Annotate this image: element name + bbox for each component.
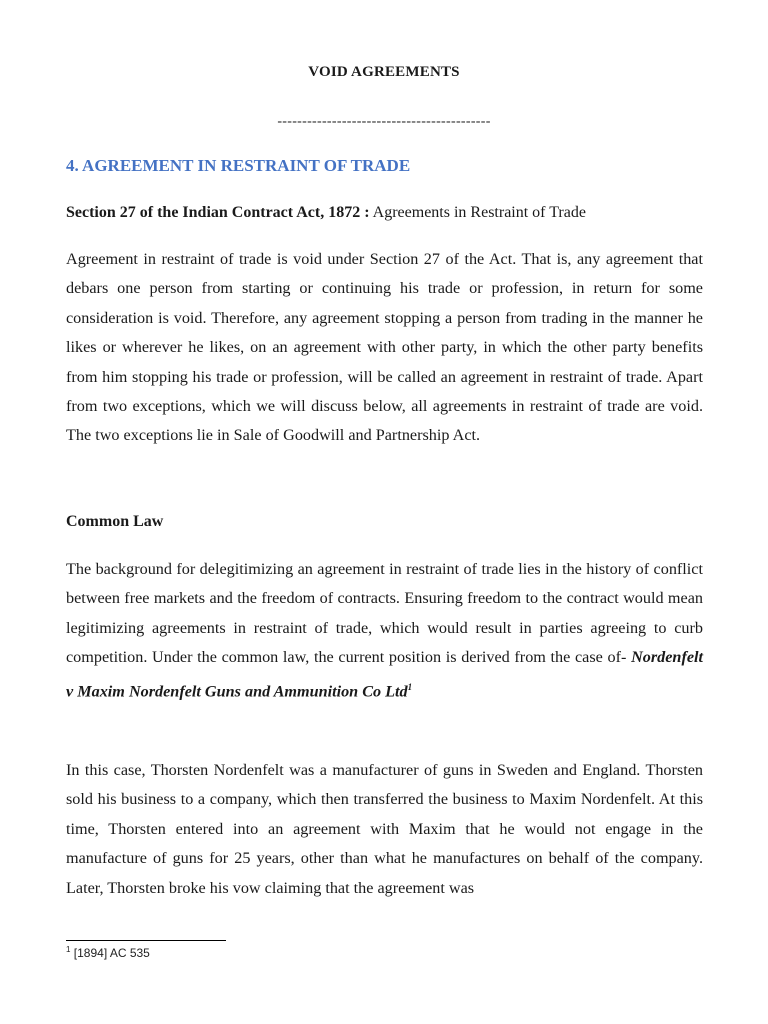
document-title: VOID AGREEMENTS [308,64,460,80]
section-reference-text: Agreements in Restraint of Trade [369,204,586,221]
footnote-reference[interactable]: 1 [407,681,413,692]
footnote-number: 1 [66,945,71,954]
subheading-common-law: Common Law [66,513,164,530]
case-citation: Nordenfelt v Maxim Nordenfelt Guns and Ammunition Co Ltd [66,648,704,701]
section-heading: 4. AGREEMENT IN RESTRAINT OF TRADE [66,156,411,175]
paragraph-common-law-text: The background for delegitimizing an agreement in restraint of trade lies in the history of conflict between free markets and the freedom of contracts. Ensuring freedom to the contract would mean legitimizing agreements in restraint of trade, which would result in parties agreeing to curb competition. Under the common law, the current position is derived from the case of- [66,560,703,667]
section-reference-label: Section 27 of the Indian Contract Act, 1872 : [66,204,370,221]
footnote-text: [1894] AC 535 [70,946,150,960]
footnote-separator [66,940,226,941]
title-divider: ------------------------------------------- [277,114,491,129]
paragraph-case-facts: In this case, Thorsten Nordenfelt was a manufacturer of guns in Sweden and England. Thorsten sold his business to a company, which then transferred the business to Maxim Nordenfelt. At this time, Thorsten entered into an agreement with Maxim that he would not engage in the manufacture of guns for 25 years, other than what he manufactures on behalf of the company. Later, Thorsten broke his vow claiming that the agreement was [66,761,703,897]
paragraph-restraint-of-trade: Agreement in restraint of trade is void under Section 27 of the Act. That is, any agreement that debars one person from starting or continuing his trade or profession, in return for some consideration is void. Therefore, any agreement stopping a person from trading in the manner he likes or wherever he likes, on an agreement with other party, in which the other party benefits from him stopping his trade or profession, will be called an agreement in restraint of trade. Apart from two exceptions, which we will discuss below, all agreements in restraint of trade are void. The two exceptions lie in Sale of Goodwill and Partnership Act. [66,250,703,445]
paragraph-common-law [66,555,703,706]
section-reference [66,204,586,222]
footnote [66,945,150,960]
